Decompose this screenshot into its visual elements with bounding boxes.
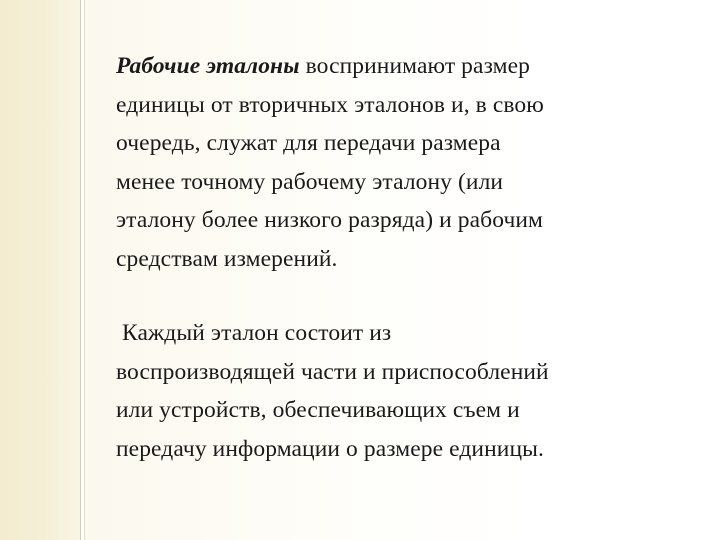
paragraph-line (116, 47, 706, 86)
paragraph-line: или устройств, обеспечивающих съем и (116, 397, 520, 423)
decorative-left-band (0, 0, 80, 540)
paragraph-line: единицы от вторичных эталонов и, в свою (116, 91, 544, 118)
paragraph-line: средствам измерений. (116, 245, 338, 272)
bold-term: Рабочие эталоны (116, 53, 300, 79)
paragraph-line: менее точному рабочему эталону (или (116, 168, 504, 195)
paragraph-line: воспроизводящей части и приспособлений (116, 358, 549, 385)
paragraph-text: воспринимают размер (299, 53, 530, 79)
decorative-divider-line (80, 0, 81, 540)
paragraph-working-standards (116, 47, 706, 278)
paragraph-line: передачу информации о размере единицы. (116, 435, 544, 462)
paragraph-line: эталону более низкого разряда) и рабочим (116, 207, 544, 233)
paragraph-line: очередь, служат для передачи размера (116, 130, 501, 156)
paragraph-standard-composition (116, 314, 706, 468)
paragraph-line: Каждый эталон состоит из (116, 320, 392, 346)
